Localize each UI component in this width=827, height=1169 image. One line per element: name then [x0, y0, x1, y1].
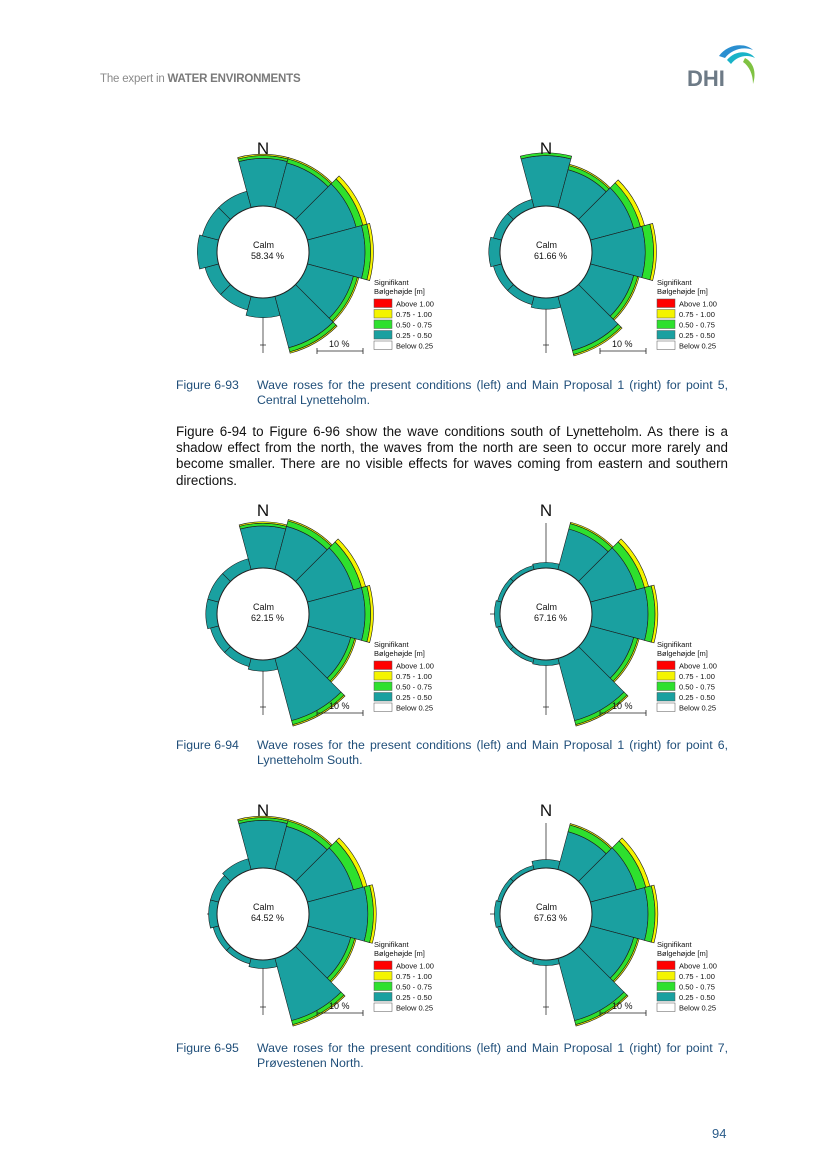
rose-sector-180-band-0-25-0-50: [246, 296, 280, 317]
legend-swatch: [657, 672, 675, 681]
logo-text: DHI: [687, 66, 725, 90]
wave-rose: [489, 135, 749, 370]
legend-item-label: 0.25 - 0.50: [679, 693, 715, 702]
caption-number: Figure 6-94: [176, 738, 239, 752]
calm-label: Calm: [253, 902, 275, 912]
legend-item-label: Above 1.00: [396, 299, 434, 309]
legend-item-label: 0.50 - 0.75: [679, 320, 715, 330]
legend-swatch: [374, 299, 392, 308]
legend-item-label: 0.25 - 0.50: [396, 693, 432, 702]
legend-swatch: [374, 682, 392, 691]
legend-subtitle: Bølgehøjde [m]: [657, 649, 708, 658]
north-label: N: [539, 501, 553, 520]
legend-item-label: Above 1.00: [396, 661, 434, 671]
calm-value: 64.52 %: [251, 913, 285, 923]
wave-rose: [206, 497, 466, 732]
legend-swatch: [657, 299, 675, 308]
header-tagline: [100, 73, 300, 85]
legend-item-label: Below 0.25: [679, 703, 717, 713]
legend-item-label: Above 1.00: [679, 299, 717, 309]
legend-title: Signifikant: [657, 640, 692, 649]
legend-item-label: 0.25 - 0.50: [679, 993, 715, 1002]
scale-label: 10 %: [612, 701, 633, 711]
north-label: N: [539, 801, 553, 820]
legend-swatch: [374, 320, 392, 329]
legend-swatch: [657, 1003, 675, 1012]
legend-swatch: [374, 331, 392, 340]
legend-item-label: 0.50 - 0.75: [679, 982, 715, 992]
wave-rose: [489, 797, 749, 1032]
legend-item-label: 0.75 - 1.00: [679, 310, 715, 319]
legend-item-label: Above 1.00: [396, 961, 434, 971]
dhi-logo-icon: [683, 42, 763, 90]
calm-label: Calm: [253, 240, 275, 250]
legend-swatch: [374, 341, 392, 350]
calm-label: Calm: [536, 602, 558, 612]
legend-swatch: [657, 341, 675, 350]
figure-caption-6-93: [176, 378, 728, 408]
legend-item-label: 0.75 - 1.00: [396, 672, 432, 681]
legend-item-label: 0.50 - 0.75: [396, 320, 432, 330]
legend-swatch: [374, 661, 392, 670]
legend-swatch: [657, 982, 675, 991]
legend-swatch: [374, 1003, 392, 1012]
legend-item-label: Below 0.25: [679, 1003, 717, 1013]
legend-swatch: [374, 703, 392, 712]
legend-item-label: Below 0.25: [396, 341, 434, 351]
legend-swatch: [374, 693, 392, 702]
legend-swatch: [657, 693, 675, 702]
legend-swatch: [657, 703, 675, 712]
legend-item-label: 0.25 - 0.50: [679, 331, 715, 340]
caption-text: Wave roses for the present conditions (left) and Main Proposal 1 (right) for point 7, Prøvestenen North.: [257, 1041, 728, 1070]
legend-swatch: [657, 310, 675, 319]
legend-item-label: 0.50 - 0.75: [396, 982, 432, 992]
calm-value: 61.66 %: [534, 251, 568, 261]
caption-text: Wave roses for the present conditions (left) and Main Proposal 1 (right) for point 6, Lynetteholm South.: [257, 738, 728, 767]
legend-item-label: Above 1.00: [679, 661, 717, 671]
legend-item-label: 0.75 - 1.00: [396, 310, 432, 319]
legend-title: Signifikant: [374, 940, 409, 949]
calm-value: 67.63 %: [534, 913, 568, 923]
legend-item-label: 0.75 - 1.00: [396, 972, 432, 981]
calm-value: 58.34 %: [251, 251, 285, 261]
scale-label: 10 %: [612, 1001, 633, 1011]
dhi-logo: [683, 42, 763, 90]
legend-swatch: [657, 320, 675, 329]
legend-subtitle: Bølgehøjde [m]: [374, 649, 425, 658]
north-label: N: [256, 801, 270, 820]
legend-item-label: 0.50 - 0.75: [396, 682, 432, 692]
legend-subtitle: Bølgehøjde [m]: [657, 287, 708, 296]
tagline-prefix: The expert in: [100, 73, 168, 85]
legend-item-label: 0.75 - 1.00: [679, 672, 715, 681]
legend-swatch: [374, 982, 392, 991]
wave-rose-chart: [489, 497, 749, 732]
legend-swatch: [657, 993, 675, 1002]
legend-swatch: [657, 682, 675, 691]
wave-rose-chart: [206, 797, 466, 1032]
scale-label: 10 %: [329, 339, 350, 349]
calm-label: Calm: [536, 240, 558, 250]
body-paragraph: Figure 6-94 to Figure 6-96 show the wave conditions south of Lynetteholm. As there is a shadow effect from the north, the waves from the north are seen to occur more rarely and become smaller. There are no visible effects for waves coming from eastern and southern directions.: [176, 424, 728, 488]
tagline-bold: WATER ENVIRONMENTS: [167, 73, 301, 85]
rose-sector-270-band-0-25-0-50: [197, 235, 218, 269]
wave-rose-chart: [489, 797, 749, 1032]
wave-rose: [489, 497, 749, 732]
legend-title: Signifikant: [657, 940, 692, 949]
legend-swatch: [374, 310, 392, 319]
legend-item-label: 0.50 - 0.75: [679, 682, 715, 692]
legend-title: Signifikant: [657, 278, 692, 287]
north-label: N: [256, 501, 270, 520]
wave-rose-chart: [489, 135, 749, 370]
scale-label: 10 %: [329, 1001, 350, 1011]
figure-caption-6-94: [176, 738, 728, 768]
caption-number: Figure 6-95: [176, 1041, 239, 1055]
legend-swatch: [374, 993, 392, 1002]
legend-subtitle: Bølgehøjde [m]: [374, 287, 425, 296]
legend-item-label: 0.75 - 1.00: [679, 972, 715, 981]
legend-item-label: Above 1.00: [679, 961, 717, 971]
legend-subtitle: Bølgehøjde [m]: [657, 949, 708, 958]
legend-swatch: [657, 661, 675, 670]
legend-title: Signifikant: [374, 278, 409, 287]
legend-swatch: [374, 961, 392, 970]
caption-text: Wave roses for the present conditions (left) and Main Proposal 1 (right) for point 5, Central Lynetteholm.: [257, 378, 728, 407]
wave-rose-chart: [206, 135, 466, 370]
north-label: N: [539, 139, 553, 158]
legend-item-label: 0.25 - 0.50: [396, 993, 432, 1002]
caption-number: Figure 6-93: [176, 378, 239, 392]
page-number: 94: [712, 1126, 727, 1141]
legend-item-label: Below 0.25: [396, 1003, 434, 1013]
legend-swatch: [657, 331, 675, 340]
wave-rose: [206, 135, 466, 370]
calm-label: Calm: [253, 602, 275, 612]
legend-subtitle: Bølgehøjde [m]: [374, 949, 425, 958]
legend-title: Signifikant: [374, 640, 409, 649]
legend-swatch: [657, 972, 675, 981]
legend-item-label: 0.25 - 0.50: [396, 331, 432, 340]
scale-label: 10 %: [329, 701, 350, 711]
calm-value: 67.16 %: [534, 613, 568, 623]
legend-swatch: [374, 672, 392, 681]
figure-caption-6-95: [176, 1041, 728, 1071]
legend-item-label: Below 0.25: [679, 341, 717, 351]
wave-rose-chart: [206, 497, 466, 732]
legend-item-label: Below 0.25: [396, 703, 434, 713]
calm-value: 62.15 %: [251, 613, 285, 623]
north-label: N: [256, 139, 270, 158]
wave-rose: [206, 797, 466, 1032]
legend-swatch: [374, 972, 392, 981]
legend-swatch: [657, 961, 675, 970]
calm-label: Calm: [536, 902, 558, 912]
scale-label: 10 %: [612, 339, 633, 349]
